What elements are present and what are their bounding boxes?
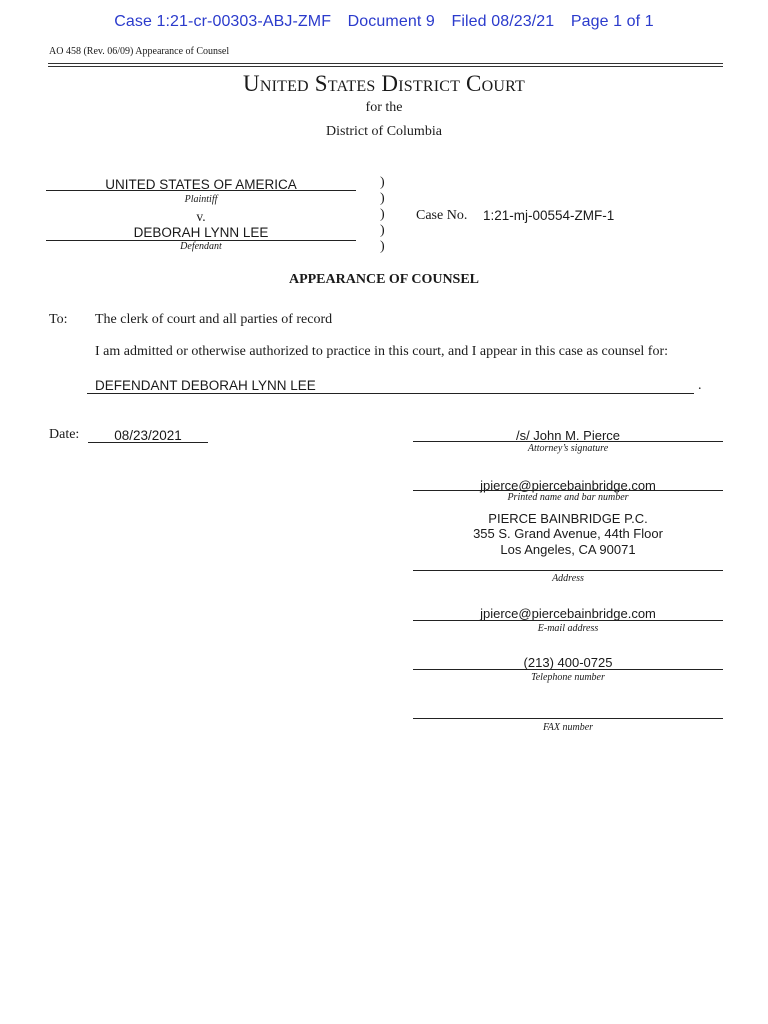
date-label: Date: — [49, 427, 80, 442]
attorney-signature-value: /s/ John M. Pierce — [515, 428, 621, 443]
defendant-label: Defendant — [180, 241, 222, 252]
email-value: jpierce@piercebainbridge.com — [480, 606, 656, 621]
form-heading: APPEARANCE OF COUNSEL — [288, 272, 480, 287]
date-line — [88, 442, 208, 443]
attorney-signature-line — [413, 441, 723, 442]
case-number-stamp: Case 1:21-cr-00303-ABJ-ZMF — [114, 13, 332, 30]
case-no-label: Case No. — [416, 208, 468, 223]
printed-name-line — [413, 490, 723, 491]
caption-paren-4: ) — [380, 223, 385, 238]
counsel-for-line — [87, 393, 694, 394]
fax-label: FAX number — [542, 722, 594, 733]
case-no-value: 1:21-mj-00554-ZMF-1 — [483, 208, 615, 223]
telephone-value: (213) 400-0725 — [523, 655, 613, 670]
court-district: District of Columbia — [326, 124, 442, 139]
versus-label: v. — [196, 209, 206, 224]
court-for-the: for the — [365, 100, 403, 115]
appearance-statement: I am admitted or otherwise authorized to practice in this court, and I appear in this case as counsel for: — [95, 344, 669, 359]
address-line — [413, 570, 723, 571]
caption-paren-1: ) — [380, 175, 385, 190]
counsel-for-period: . — [698, 378, 702, 393]
attorney-signature-label: Attorney’s signature — [527, 443, 609, 454]
address-line-3: Los Angeles, CA 90071 — [500, 542, 636, 557]
plaintiff-name: UNITED STATES OF AMERICA — [105, 177, 297, 192]
date-value: 08/23/2021 — [114, 428, 182, 443]
plaintiff-line — [46, 190, 356, 191]
filed-date-stamp: Filed 08/23/21 — [451, 13, 555, 30]
fax-line — [413, 718, 723, 719]
page-count-stamp: Page 1 of 1 — [570, 13, 654, 30]
printed-name-value: jpierce@piercebainbridge.com — [480, 478, 656, 493]
caption-paren-3: ) — [380, 207, 385, 222]
plaintiff-label: Plaintiff — [184, 194, 218, 205]
telephone-line — [413, 669, 723, 670]
top-rule-1 — [48, 63, 723, 64]
email-line — [413, 620, 723, 621]
telephone-label: Telephone number — [531, 672, 605, 683]
document-number-stamp: Document 9 — [347, 13, 435, 30]
address-line-1: PIERCE BAINBRIDGE P.C. — [488, 511, 648, 526]
printed-name-label: Printed name and bar number — [507, 492, 629, 503]
defendant-name: DEBORAH LYNN LEE — [133, 225, 269, 240]
caption-paren-2: ) — [380, 191, 385, 206]
filing-stamp-header — [0, 13, 768, 31]
top-rule-2 — [48, 66, 723, 67]
address-line-2: 355 S. Grand Avenue, 44th Floor — [473, 526, 663, 541]
to-label: To: — [49, 312, 68, 327]
caption-paren-5: ) — [380, 239, 385, 254]
to-text: The clerk of court and all parties of record — [95, 312, 333, 327]
counsel-for-value: DEFENDANT DEBORAH LYNN LEE — [95, 378, 316, 393]
address-label: Address — [552, 573, 584, 584]
court-title: United States District Court — [243, 71, 525, 96]
form-code: AO 458 (Rev. 06/09) Appearance of Counsel — [49, 46, 230, 57]
email-label: E-mail address — [537, 623, 599, 634]
